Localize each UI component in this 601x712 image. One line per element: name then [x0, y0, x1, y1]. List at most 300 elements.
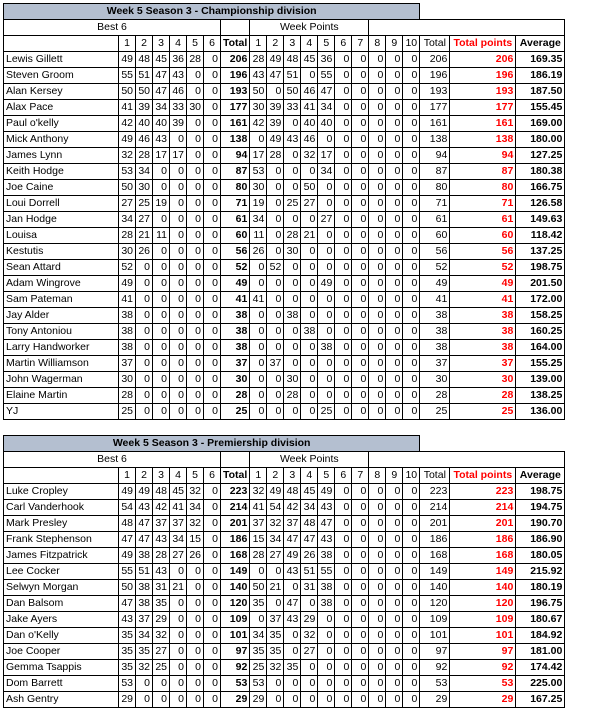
player-row	[4, 340, 565, 356]
best-score: 48	[136, 52, 153, 68]
average-header: Average	[516, 36, 565, 52]
best-score: 34	[136, 628, 153, 644]
week-score: 0	[267, 564, 284, 580]
player-name: Kestutis	[4, 244, 119, 260]
week-score: 0	[403, 500, 420, 516]
week-score: 34	[250, 628, 267, 644]
week-score: 0	[386, 548, 403, 564]
week-score: 0	[318, 324, 335, 340]
player-row	[4, 100, 565, 116]
best-col-header: 5	[187, 36, 204, 52]
total-points: 223	[450, 484, 516, 500]
week-score: 0	[369, 292, 386, 308]
week-score: 0	[403, 244, 420, 260]
week-score: 0	[267, 180, 284, 196]
average: 186.19	[516, 68, 565, 84]
average: 155.45	[516, 100, 565, 116]
week-score: 0	[267, 676, 284, 692]
best-score: 0	[204, 68, 221, 84]
week-total-header: Total	[420, 36, 450, 52]
group-header-row	[4, 452, 565, 468]
week-score: 0	[352, 132, 369, 148]
week-total: 120	[420, 596, 450, 612]
week-score: 48	[301, 516, 318, 532]
week-score: 0	[284, 404, 301, 420]
week-score: 0	[335, 180, 352, 196]
week-score: 0	[335, 644, 352, 660]
week-score: 50	[284, 84, 301, 100]
best-score: 0	[187, 388, 204, 404]
week-score: 41	[250, 500, 267, 516]
best-score: 0	[204, 676, 221, 692]
week-score: 0	[250, 372, 267, 388]
best-score: 28	[136, 148, 153, 164]
week-score: 0	[267, 404, 284, 420]
week-score: 0	[250, 388, 267, 404]
average: 118.42	[516, 228, 565, 244]
week-score: 0	[335, 292, 352, 308]
week-score: 0	[301, 244, 318, 260]
week-score: 0	[369, 404, 386, 420]
average: 184.92	[516, 628, 565, 644]
week-score: 35	[267, 644, 284, 660]
best-score: 0	[187, 372, 204, 388]
week-score: 0	[403, 484, 420, 500]
average: 137.25	[516, 244, 565, 260]
player-row	[4, 676, 565, 692]
week-score: 0	[284, 356, 301, 372]
player-row	[4, 132, 565, 148]
week-score: 0	[369, 196, 386, 212]
best-score: 0	[187, 148, 204, 164]
week-score: 40	[318, 116, 335, 132]
week-total: 61	[420, 212, 450, 228]
week-score: 43	[284, 132, 301, 148]
player-row	[4, 292, 565, 308]
player-name: Tony Antoniou	[4, 324, 119, 340]
best-score: 0	[153, 260, 170, 276]
player-row	[4, 196, 565, 212]
best-total: 60	[221, 228, 250, 244]
week-score: 0	[369, 148, 386, 164]
player-row	[4, 116, 565, 132]
week-score: 0	[335, 532, 352, 548]
best-total: 92	[221, 660, 250, 676]
player-name: Carl Vanderhook	[4, 500, 119, 516]
week-score: 0	[403, 324, 420, 340]
player-row	[4, 52, 565, 68]
player-name: Joe Cooper	[4, 644, 119, 660]
column-header-row	[4, 36, 565, 52]
best-score: 43	[153, 132, 170, 148]
total-points: 25	[450, 404, 516, 420]
week-score: 0	[386, 644, 403, 660]
week-total: 193	[420, 84, 450, 100]
best-col-header: 1	[119, 36, 136, 52]
best-score: 0	[136, 292, 153, 308]
week-total: 223	[420, 484, 450, 500]
week-score: 0	[318, 196, 335, 212]
week-score: 0	[386, 580, 403, 596]
week-score: 28	[250, 52, 267, 68]
week-score: 0	[403, 388, 420, 404]
week-score: 0	[301, 164, 318, 180]
best-score: 0	[187, 676, 204, 692]
week-score: 0	[369, 548, 386, 564]
player-name: Selwyn Morgan	[4, 580, 119, 596]
week-score: 0	[318, 388, 335, 404]
best-score: 26	[136, 244, 153, 260]
week-score: 0	[403, 132, 420, 148]
week-score: 38	[318, 340, 335, 356]
best-score: 0	[136, 676, 153, 692]
week-score: 49	[267, 132, 284, 148]
average: 155.25	[516, 356, 565, 372]
week-score: 0	[369, 500, 386, 516]
week-score: 0	[267, 292, 284, 308]
best-score: 48	[153, 484, 170, 500]
week-score: 0	[301, 212, 318, 228]
player-row	[4, 644, 565, 660]
week-score: 49	[267, 484, 284, 500]
best-score: 28	[187, 52, 204, 68]
week-score: 0	[403, 692, 420, 708]
best-total: 94	[221, 148, 250, 164]
player-name: Jan Hodge	[4, 212, 119, 228]
best-score: 0	[187, 308, 204, 324]
best-score: 0	[187, 628, 204, 644]
best-score: 28	[119, 388, 136, 404]
week-score: 0	[386, 100, 403, 116]
player-row	[4, 164, 565, 180]
week-score: 0	[318, 244, 335, 260]
week-score: 0	[318, 180, 335, 196]
best-col-header: 3	[153, 468, 170, 484]
best-score: 15	[187, 532, 204, 548]
week-score: 49	[284, 548, 301, 564]
total-points: 186	[450, 532, 516, 548]
player-name: Alax Pace	[4, 100, 119, 116]
player-row	[4, 548, 565, 564]
group-header-row	[4, 20, 565, 36]
week-total: 92	[420, 660, 450, 676]
week-score: 34	[250, 212, 267, 228]
best-score: 0	[170, 308, 187, 324]
week-score: 0	[335, 404, 352, 420]
best-col-header: 4	[170, 468, 187, 484]
week-score: 45	[301, 484, 318, 500]
week-score: 0	[335, 100, 352, 116]
best-score: 37	[153, 516, 170, 532]
week-score: 0	[352, 644, 369, 660]
week-score: 0	[335, 676, 352, 692]
week-col-header: 6	[335, 36, 352, 52]
week-score: 38	[318, 548, 335, 564]
week-score: 0	[335, 68, 352, 84]
best-score: 37	[170, 516, 187, 532]
week-score: 0	[267, 692, 284, 708]
player-name: Ash Gentry	[4, 692, 119, 708]
week-score: 0	[403, 372, 420, 388]
week-score: 0	[403, 628, 420, 644]
best-score: 34	[119, 212, 136, 228]
best-score: 27	[136, 212, 153, 228]
week-score: 0	[335, 692, 352, 708]
player-row	[4, 692, 565, 708]
week-score: 0	[352, 500, 369, 516]
division-title-row	[4, 436, 565, 452]
player-name: Louisa	[4, 228, 119, 244]
week-score: 0	[335, 84, 352, 100]
best-score: 0	[170, 244, 187, 260]
best-score: 0	[187, 660, 204, 676]
week-total: 52	[420, 260, 450, 276]
week-score: 17	[250, 148, 267, 164]
best-total: 49	[221, 276, 250, 292]
week-score: 52	[267, 260, 284, 276]
player-name: Paul o'kelly	[4, 116, 119, 132]
best-score: 40	[153, 116, 170, 132]
week-score: 0	[335, 372, 352, 388]
week-score: 51	[284, 68, 301, 84]
week-score: 0	[403, 596, 420, 612]
week-score: 0	[386, 276, 403, 292]
week-score: 55	[318, 564, 335, 580]
week-score: 0	[250, 324, 267, 340]
best-score: 0	[204, 116, 221, 132]
week-score: 0	[335, 324, 352, 340]
total-points: 149	[450, 564, 516, 580]
player-name: Dan Balsom	[4, 596, 119, 612]
week-score: 0	[386, 372, 403, 388]
week-score: 43	[318, 500, 335, 516]
player-row	[4, 324, 565, 340]
average: 164.00	[516, 340, 565, 356]
week-score: 0	[318, 308, 335, 324]
player-name: Jake Ayers	[4, 612, 119, 628]
week-score: 0	[267, 244, 284, 260]
best-total: 193	[221, 84, 250, 100]
week-score: 0	[267, 308, 284, 324]
best-score: 0	[204, 564, 221, 580]
week-score: 0	[301, 292, 318, 308]
best-score: 0	[136, 356, 153, 372]
player-row	[4, 212, 565, 228]
total-points: 87	[450, 164, 516, 180]
week-score: 0	[284, 276, 301, 292]
total-points: 52	[450, 260, 516, 276]
best-score: 0	[187, 84, 204, 100]
best-score: 0	[170, 404, 187, 420]
best-total: 41	[221, 292, 250, 308]
best-score: 25	[136, 196, 153, 212]
week-total: 109	[420, 612, 450, 628]
week-total: 196	[420, 68, 450, 84]
best-score: 36	[170, 52, 187, 68]
week-score: 0	[335, 564, 352, 580]
week-score: 0	[403, 196, 420, 212]
best-score: 35	[136, 644, 153, 660]
best-score: 0	[204, 84, 221, 100]
best-score: 49	[119, 484, 136, 500]
best-total: 206	[221, 52, 250, 68]
week-score: 42	[284, 500, 301, 516]
week-col-header: 3	[284, 36, 301, 52]
best-total: 201	[221, 516, 250, 532]
week-total: 60	[420, 228, 450, 244]
week-score: 41	[301, 100, 318, 116]
best-score: 42	[119, 116, 136, 132]
best-total: 97	[221, 644, 250, 660]
week-score: 0	[369, 596, 386, 612]
best-score: 0	[153, 692, 170, 708]
week-score: 43	[284, 612, 301, 628]
week-score: 41	[250, 292, 267, 308]
best-6-header: Best 6	[4, 452, 221, 468]
week-score: 0	[335, 340, 352, 356]
week-score: 0	[335, 628, 352, 644]
average: 186.90	[516, 532, 565, 548]
week-score: 0	[386, 388, 403, 404]
best-score: 32	[119, 148, 136, 164]
week-score: 37	[250, 516, 267, 532]
best-total: 53	[221, 676, 250, 692]
week-score: 0	[284, 292, 301, 308]
best-score: 0	[170, 212, 187, 228]
week-score: 0	[369, 372, 386, 388]
week-score: 0	[369, 212, 386, 228]
week-score: 0	[267, 196, 284, 212]
week-score: 0	[386, 564, 403, 580]
week-score: 28	[284, 228, 301, 244]
best-total: 61	[221, 212, 250, 228]
week-col-header: 7	[352, 468, 369, 484]
best-total: 177	[221, 100, 250, 116]
week-score: 0	[318, 676, 335, 692]
week-score: 32	[250, 484, 267, 500]
week-score: 0	[335, 548, 352, 564]
name-header	[4, 36, 119, 52]
best-score: 0	[187, 132, 204, 148]
player-row	[4, 260, 565, 276]
best-score: 0	[170, 660, 187, 676]
week-score: 32	[301, 148, 318, 164]
week-col-header: 2	[267, 468, 284, 484]
best-6-header: Best 6	[4, 20, 221, 36]
best-total: 56	[221, 244, 250, 260]
best-score: 0	[204, 644, 221, 660]
week-score: 34	[267, 532, 284, 548]
best-score: 0	[204, 292, 221, 308]
week-total: 29	[420, 692, 450, 708]
week-score: 0	[386, 356, 403, 372]
best-total: 186	[221, 532, 250, 548]
best-score: 30	[119, 372, 136, 388]
best-score: 0	[136, 260, 153, 276]
player-name: Mark Presley	[4, 516, 119, 532]
best-score: 0	[204, 228, 221, 244]
week-score: 0	[403, 68, 420, 84]
average: 149.63	[516, 212, 565, 228]
best-score: 0	[204, 596, 221, 612]
week-score: 0	[301, 276, 318, 292]
week-score: 0	[352, 676, 369, 692]
week-score: 0	[250, 612, 267, 628]
best-score: 29	[119, 692, 136, 708]
week-score: 0	[335, 212, 352, 228]
average: 180.00	[516, 132, 565, 148]
player-row	[4, 356, 565, 372]
player-row	[4, 404, 565, 420]
week-score: 0	[403, 580, 420, 596]
best-score: 19	[153, 196, 170, 212]
player-name: YJ	[4, 404, 119, 420]
best-score: 0	[187, 692, 204, 708]
week-score: 0	[284, 340, 301, 356]
week-score: 0	[403, 52, 420, 68]
player-row	[4, 564, 565, 580]
week-total: 49	[420, 276, 450, 292]
week-score: 34	[318, 100, 335, 116]
best-col-header: 2	[136, 468, 153, 484]
week-score: 11	[250, 228, 267, 244]
week-col-header: 9	[386, 36, 403, 52]
week-score: 0	[267, 388, 284, 404]
week-score: 0	[386, 244, 403, 260]
week-score: 39	[267, 116, 284, 132]
week-score: 0	[335, 196, 352, 212]
player-row	[4, 84, 565, 100]
week-score: 0	[386, 260, 403, 276]
total-points: 29	[450, 692, 516, 708]
best-score: 30	[119, 244, 136, 260]
week-score: 0	[267, 276, 284, 292]
best-score: 0	[187, 260, 204, 276]
best-score: 54	[119, 500, 136, 516]
week-score: 34	[318, 164, 335, 180]
best-score: 0	[170, 388, 187, 404]
week-score: 30	[250, 100, 267, 116]
week-score: 47	[267, 68, 284, 84]
week-score: 0	[352, 628, 369, 644]
week-col-header: 6	[335, 468, 352, 484]
best-score: 41	[119, 292, 136, 308]
week-score: 0	[301, 692, 318, 708]
player-name: Loui Dorrell	[4, 196, 119, 212]
week-score: 0	[284, 644, 301, 660]
best-total: 196	[221, 68, 250, 84]
week-total: 94	[420, 148, 450, 164]
week-score: 0	[403, 308, 420, 324]
week-total: 71	[420, 196, 450, 212]
week-score: 0	[284, 692, 301, 708]
week-score: 0	[335, 228, 352, 244]
best-score: 49	[136, 484, 153, 500]
blank-cell	[221, 20, 250, 36]
week-score: 38	[318, 580, 335, 596]
week-score: 0	[352, 228, 369, 244]
week-score: 0	[369, 516, 386, 532]
best-score: 33	[170, 100, 187, 116]
week-score: 19	[250, 196, 267, 212]
best-score: 0	[204, 212, 221, 228]
total-points: 56	[450, 244, 516, 260]
week-score: 0	[386, 500, 403, 516]
week-score: 0	[386, 228, 403, 244]
best-score: 35	[119, 660, 136, 676]
week-total: 56	[420, 244, 450, 260]
week-total: 149	[420, 564, 450, 580]
